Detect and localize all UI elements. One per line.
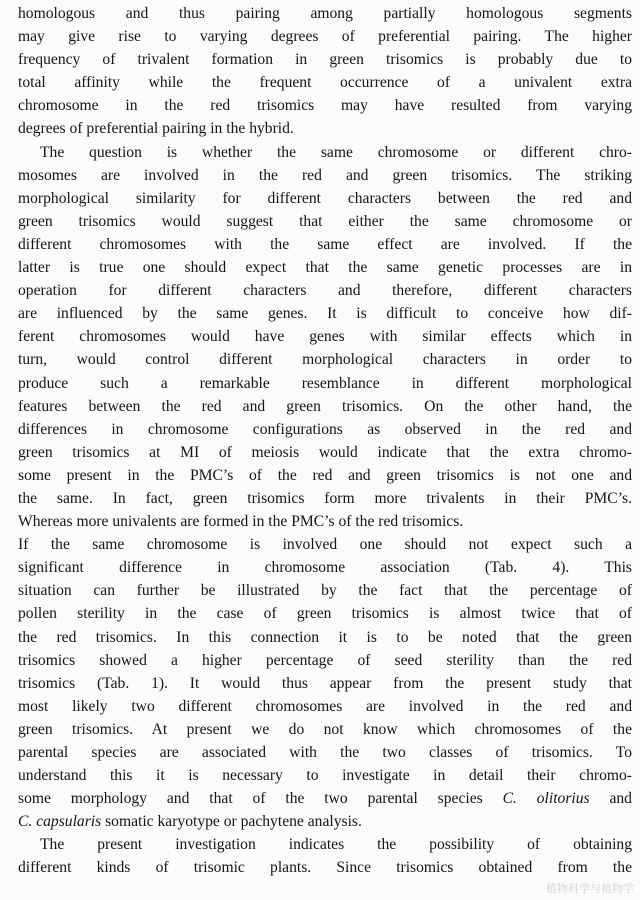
text-line-with-species [18, 810, 632, 833]
text-line: turn, would control different morphological characters in order to [18, 351, 632, 369]
text-line: differences in chromosome configurations as observed in the red and [18, 420, 632, 438]
text-line: green trisomics. At present we do not know which chromosomes of the [18, 720, 632, 738]
text-line: homologous and thus pairing among partially homologous segments [18, 5, 632, 22]
text-line: total affinity while the frequent occurrence of a univalent extra [18, 74, 632, 92]
text-line: may give rise to varying degrees of preferential pairing. The higher [18, 28, 632, 46]
text-line: significant difference in chromosome association (Tab. 4). This [18, 559, 632, 577]
paragraph-3 [18, 833, 632, 879]
text-fragment: somatic karyotype or pachytene analysis. [101, 813, 362, 831]
text-line: are influenced by the same genes. It is difficult to conceive how dif- [18, 305, 632, 323]
text-line: trisomics showed a higher percentage of seed sterility than the red [18, 651, 632, 669]
text-line: ferent chromosomes would have genes with similar effects which in [18, 328, 632, 346]
text-line: most likely two different chromosomes are involved in the red and [18, 697, 632, 715]
text-fragment: and [589, 790, 632, 808]
species-name-capsularis: C. capsularis [18, 813, 102, 831]
text-line: different kinds of trisomic plants. Since trisomics obtained from the [18, 859, 632, 877]
paragraph-1 [18, 2, 632, 141]
text-line: the same. In fact, green trisomics form more trivalents in their PMC’s. [18, 489, 632, 507]
text-line: If the same chromosome is involved one should not expect such a [18, 536, 632, 554]
text-line: Whereas more univalents are formed in the PMC’s of the red trisomics. [18, 513, 464, 531]
text-line: parental species are associated with the two classes of trisomics. To [18, 744, 632, 761]
text-line: features between the red and green trisomics. On the other hand, the [18, 397, 632, 415]
paragraph-2 [18, 141, 632, 834]
text-line: pollen sterility in the case of green trisomics is almost twice that of [18, 605, 632, 623]
text-line: latter is true one should expect that the same genetic processes are in [18, 259, 632, 277]
text-line: produce such a remarkable resemblance in different morphological [18, 374, 632, 392]
text-line: The present investigation indicates the possibility of obtaining [40, 836, 632, 854]
text-line: some present in the PMC’s of the red and green trisomics is not one and [18, 466, 632, 484]
text-line: the red trisomics. In this connection it is to be noted that the green [18, 628, 632, 646]
text-line-with-species [18, 787, 632, 810]
text-line: operation for different characters and therefore, different characters [18, 282, 632, 300]
watermark-text: 植物科学与植物学 [546, 882, 634, 895]
species-name-olitorius: C. olitorius [502, 790, 590, 808]
body-text [18, 2, 632, 880]
text-line: chromosome in the red trisomics may have resulted from varying [18, 97, 632, 115]
text-line: degrees of preferential pairing in the hybrid. [18, 120, 294, 138]
text-line: trisomics (Tab. 1). It would thus appear from the present study that [18, 674, 632, 692]
text-line: understand this it is necessary to investigate in detail their chromo- [18, 767, 632, 785]
text-line: morphological similarity for different characters between the red and [18, 189, 632, 207]
text-line: different chromosomes with the same effect are involved. If the [18, 235, 632, 253]
text-line: situation can further be illustrated by the fact that the percentage of [18, 582, 632, 600]
text-line: frequency of trivalent formation in green trisomics is probably due to [18, 51, 632, 69]
text-fragment: some morphology and that of the two parental species [18, 790, 483, 808]
text-line: green trisomics would suggest that either the same chromosome or [18, 212, 632, 230]
text-line: green trisomics at MI of meiosis would indicate that the extra chromo- [18, 443, 632, 461]
text-line: The question is whether the same chromosome or different chro- [40, 143, 632, 161]
text-line: mosomes are involved in the red and green trisomics. The striking [18, 166, 632, 184]
